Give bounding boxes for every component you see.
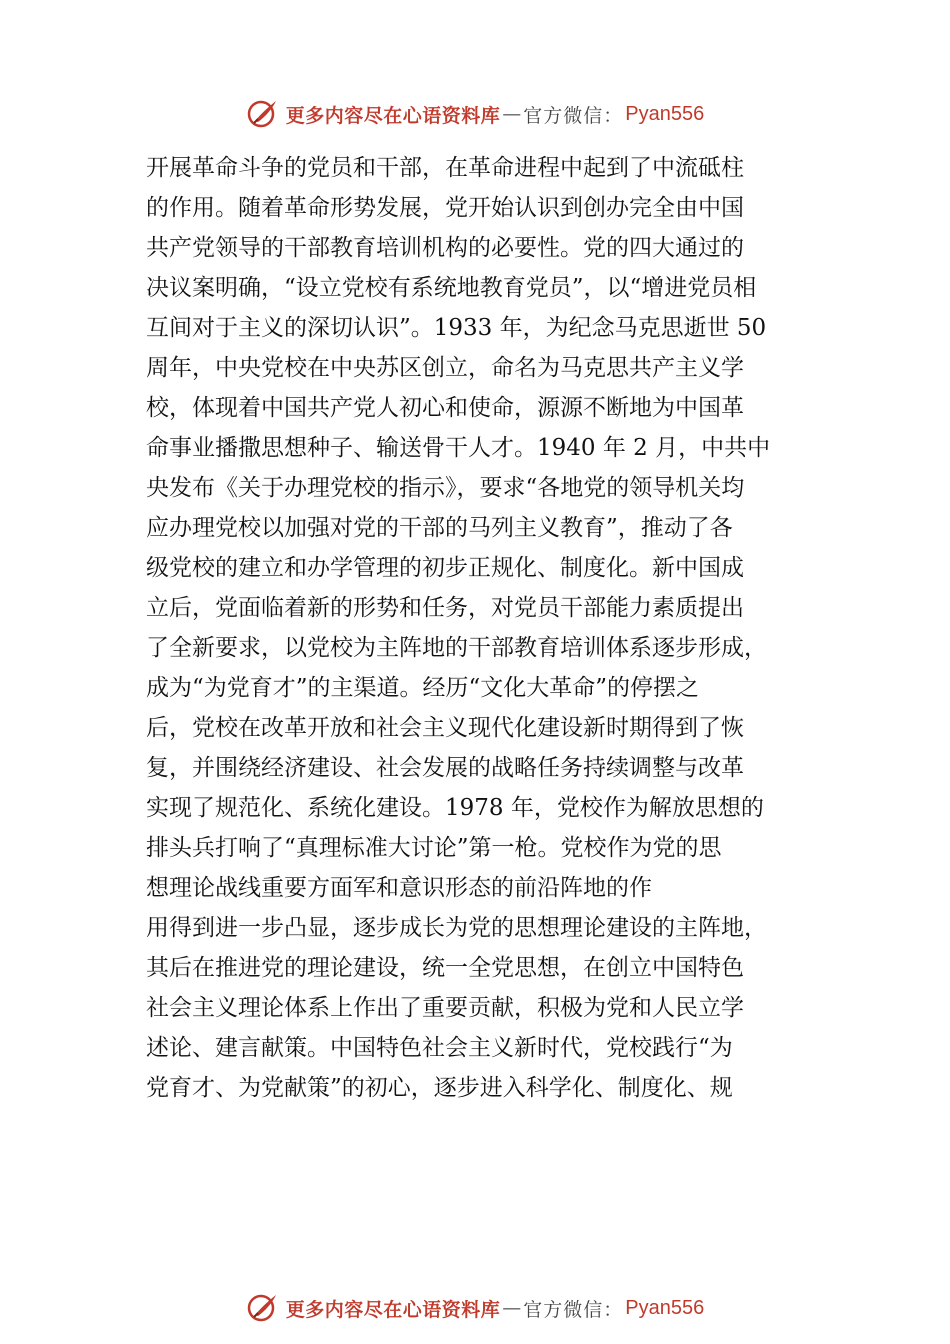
watermark-label: 官方微信： xyxy=(523,104,624,127)
text-line: 社会主义理论体系上作出了重要贡献，积极为党和人民立学 xyxy=(146,995,744,1021)
header-watermark xyxy=(0,96,950,132)
text-line: 周年，中央党校在中央苏区创立，命名为马克思共产主义学 xyxy=(146,355,744,381)
watermark-label: 官方微信： xyxy=(523,1298,624,1321)
text-line: 其后在推进党的理论建设，统一全党思想，在创立中国特色 xyxy=(146,955,744,981)
body-text xyxy=(146,148,818,1108)
quill-logo-icon xyxy=(246,1291,280,1325)
text-line: 校，体现着中国共产党人初心和使命，源源不断地为中国革 xyxy=(146,395,744,421)
text-line: 实现了规范化、系统化建设。1978 年，党校作为解放思想的 xyxy=(146,795,764,821)
text-line: 应办理党校以加强对党的干部的马列主义教育”，推动了各 xyxy=(146,515,733,541)
text-line: 立后，党面临着新的形势和任务，对党员干部能力素质提出 xyxy=(146,595,744,621)
text-line: 排头兵打响了“真理标准大讨论”第一枪。党校作为党的思 xyxy=(146,835,722,861)
text-line: 了全新要求，以党校为主阵地的干部教育培训体系逐步形成， xyxy=(146,635,767,661)
text-line: 命事业播撒思想种子、输送骨干人才。1940 年 2 月，中共中 xyxy=(146,435,771,461)
text-line: 后，党校在改革开放和社会主义现代化建设新时期得到了恢 xyxy=(146,715,744,741)
watermark-brand: 更多内容尽在心语资料库 xyxy=(285,1298,501,1321)
text-line: 开展革命斗争的党员和干部，在革命进程中起到了中流砥柱 xyxy=(146,155,744,181)
text-line: 用得到进一步凸显，逐步成长为党的思想理论建设的主阵地， xyxy=(146,915,767,941)
text-line: 述论、建言献策。中国特色社会主义新时代，党校践行“为 xyxy=(146,1035,733,1061)
text-line: 级党校的建立和办学管理的初步正规化、制度化。新中国成 xyxy=(146,555,744,581)
watermark-id: Pyan556 xyxy=(625,102,705,125)
watermark-id: Pyan556 xyxy=(625,1296,705,1319)
text-line: 党育才、为党献策”的初心，逐步进入科学化、制度化、规 xyxy=(146,1075,733,1101)
quill-logo-icon xyxy=(246,97,280,131)
text-line: 想理论战线重要方面军和意识形态的前沿阵地的作 xyxy=(146,875,652,901)
text-line: 互间对于主义的深切认识”。1933 年，为纪念马克思逝世 50 xyxy=(146,315,767,341)
text-line: 复，并围绕经济建设、社会发展的战略任务持续调整与改革 xyxy=(146,755,744,781)
text-line: 决议案明确，“设立党校有系统地教育党员”，以“增进党员相 xyxy=(146,275,757,301)
text-line: 成为“为党育才”的主渠道。经历“文化大革命”的停摆之 xyxy=(146,675,700,701)
text-line: 的作用。随着革命形势发展，党开始认识到创办完全由中国 xyxy=(146,195,744,221)
watermark-dash: — xyxy=(502,103,522,125)
footer-watermark xyxy=(0,1290,950,1326)
watermark-dash: — xyxy=(502,1297,522,1319)
watermark-brand: 更多内容尽在心语资料库 xyxy=(285,104,501,127)
text-line: 央发布《关于办理党校的指示》，要求“各地党的领导机关均 xyxy=(146,475,745,501)
text-line: 共产党领导的干部教育培训机构的必要性。党的四大通过的 xyxy=(146,235,744,261)
